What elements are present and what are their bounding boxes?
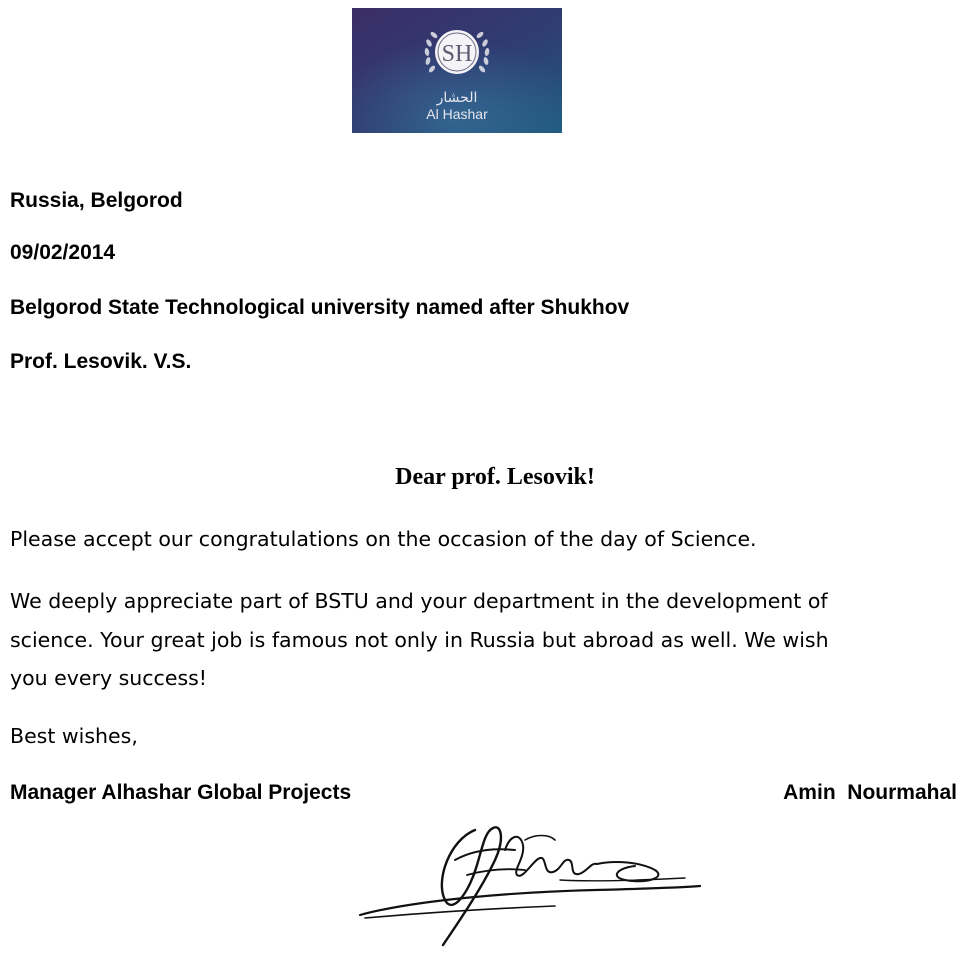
signature-graphic — [355, 820, 705, 955]
signer-name: Amin Nourmahal — [783, 781, 957, 804]
closing-line: Best wishes, — [10, 724, 138, 748]
institution-line: Belgorod State Technological university named after Shukhov — [10, 296, 630, 319]
salutation: Dear prof. Lesovik! — [395, 464, 595, 490]
logo-monogram: SH — [441, 41, 473, 67]
paragraph-2-line-1: We deeply appreciate part of BSTU and your department in the development of — [10, 589, 828, 613]
company-logo — [352, 8, 562, 133]
paragraph-1: Please accept our congratulations on the occasion of the day of Science. — [10, 527, 757, 551]
date-line: 09/02/2014 — [10, 241, 116, 264]
signer-title: Manager Alhashar Global Projects — [10, 781, 352, 804]
logo-arabic-name: الحشار — [436, 90, 478, 106]
logo-latin-name: Al Hashar — [426, 106, 488, 122]
paragraph-2-line-3: you every success! — [10, 666, 208, 690]
logo-graphic — [352, 8, 562, 133]
paragraph-2-line-2: science. Your great job is famous not only in Russia but abroad as well. We wish — [10, 628, 829, 652]
location-line: Russia, Belgorod — [10, 189, 183, 212]
handwritten-signature — [355, 820, 705, 955]
recipient-line: Prof. Lesovik. V.S. — [10, 350, 192, 373]
